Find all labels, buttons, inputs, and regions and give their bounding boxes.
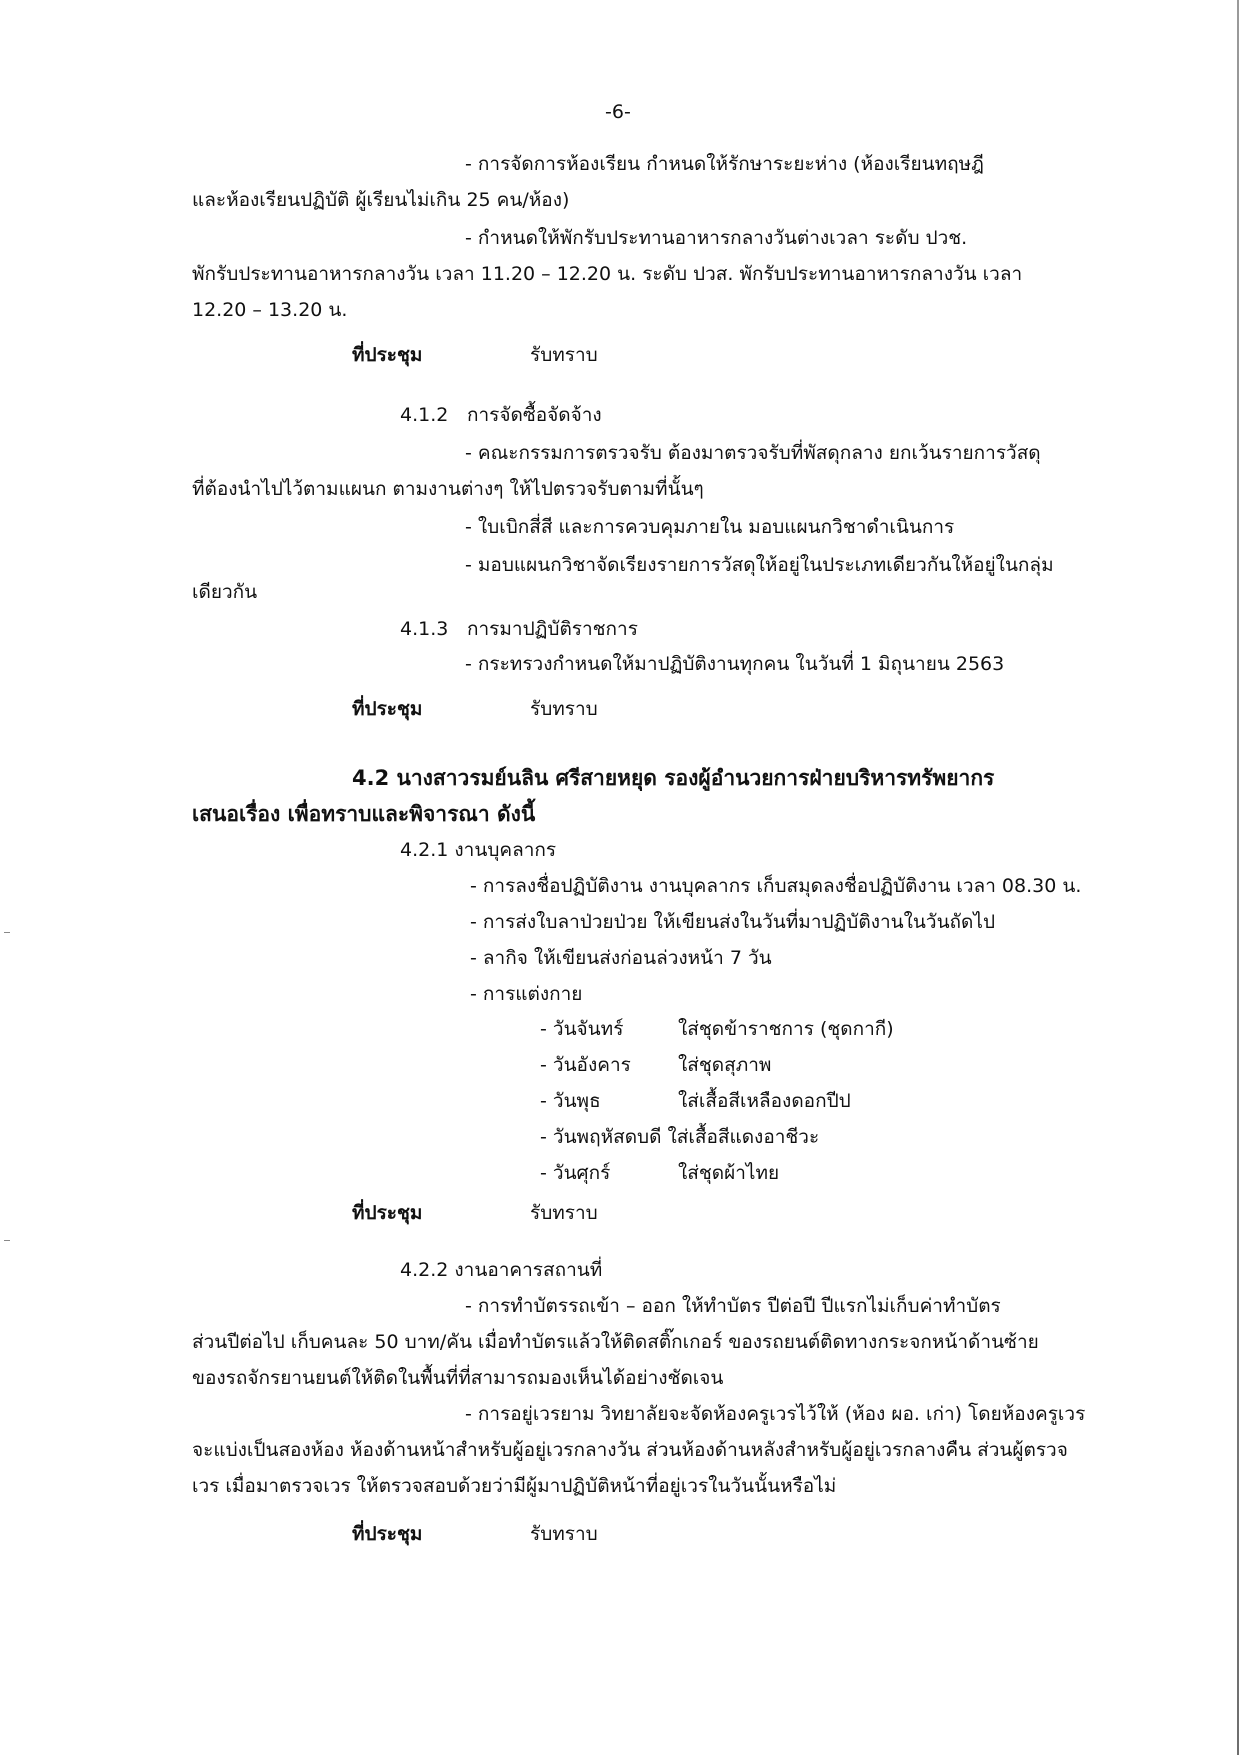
paragraph-line: - การลงชื่อปฏิบัติงาน งานบุคลากร เก็บสมุดลงชื่อปฏิบัติงาน เวลา 08.30 น.	[470, 875, 1082, 897]
paragraph-line: พักรับประทานอาหารกลางวัน เวลา 11.20 – 12.20 น. ระดับ ปวส. พักรับประทานอาหารกลางวัน เวลา	[192, 263, 1023, 285]
meeting-label: ที่ประชุม	[352, 698, 423, 720]
section-number: 4.1.2	[400, 404, 449, 426]
paragraph-line: - คณะกรรมการตรวจรับ ต้องมาตรวจรับที่พัสดุกลาง ยกเว้นรายการวัสดุ	[465, 442, 1041, 464]
paragraph-line: - การจัดการห้องเรียน กำหนดให้รักษาระยะห่าง (ห้องเรียนทฤษฎี	[465, 153, 984, 175]
section-title: 4.2.2 งานอาคารสถานที่	[400, 1259, 603, 1281]
paragraph-line: ส่วนปีต่อไป เก็บคนละ 50 บาท/คัน เมื่อทำบัตรแล้วให้ติดสติ๊กเกอร์ ของรถยนต์ติดทางกระจกหน้าด้านซ้าย	[192, 1331, 1039, 1353]
paragraph-line: ที่ต้องนำไปไว้ตามแผนก ตามงานต่างๆ ให้ไปตรวจรับตามที่นั้นๆ	[192, 478, 704, 500]
meeting-ack: รับทราบ	[530, 344, 598, 366]
section-heading: เสนอเรื่อง เพื่อทราบและพิจารณา ดังนี้	[192, 802, 536, 826]
meeting-label: ที่ประชุม	[352, 1202, 423, 1224]
section-number: 4.1.3	[400, 618, 449, 640]
meeting-ack: รับทราบ	[530, 1202, 598, 1224]
dress-day: - วันศุกร์	[540, 1162, 611, 1184]
section-title: 4.2.1 งานบุคลากร	[400, 839, 557, 861]
scan-mark	[4, 932, 10, 933]
section-heading: 4.2 นางสาวรมย์นลิน ศรีสายหยุด รองผู้อำนวยการฝ่ายบริหารทรัพยากร	[352, 766, 995, 790]
dress-attire: ใส่เสื้อสีเหลืองดอกปีป	[678, 1090, 851, 1112]
meeting-label: ที่ประชุม	[352, 1523, 423, 1545]
paragraph-line: และห้องเรียนปฏิบัติ ผู้เรียนไม่เกิน 25 คน/ห้อง)	[192, 189, 570, 211]
meeting-label: ที่ประชุม	[352, 344, 423, 366]
page-number: -6-	[605, 101, 631, 123]
paragraph-line: - การอยู่เวรยาม วิทยาลัยจะจัดห้องครูเวรไว้ให้ (ห้อง ผอ. เก่า) โดยห้องครูเวร	[465, 1403, 1086, 1425]
paragraph-line: เวร เมื่อมาตรวจเวร ให้ตรวจสอบด้วยว่ามีผู้มาปฏิบัติหน้าที่อยู่เวรในวันนั้นหรือไม่	[192, 1475, 837, 1497]
paragraph-line: - ลากิจ ให้เขียนส่งก่อนล่วงหน้า 7 วัน	[470, 947, 772, 969]
paragraph-line: - กระทรวงกำหนดให้มาปฏิบัติงานทุกคน ในวันที่ 1 มิถุนายน 2563	[465, 653, 1005, 675]
dress-day: - วันพฤหัสดบดี ใส่เสื้อสีแดงอาชีวะ	[540, 1126, 820, 1148]
dress-attire: ใส่ชุดข้าราชการ (ชุดกากี)	[678, 1018, 894, 1040]
scan-mark	[4, 1240, 10, 1241]
section-title: การมาปฏิบัติราชการ	[467, 618, 638, 640]
dress-day: - วันจันทร์	[540, 1018, 624, 1040]
paragraph-line: - การแต่งกาย	[470, 983, 583, 1005]
meeting-ack: รับทราบ	[530, 698, 598, 720]
section-title: การจัดซื้อจัดจ้าง	[467, 404, 602, 426]
paragraph-line: - กำหนดให้พักรับประทานอาหารกลางวันต่างเวลา ระดับ ปวช.	[465, 227, 968, 249]
dress-attire: ใส่ชุดผ้าไทย	[678, 1162, 780, 1184]
paragraph-line: เดียวกัน	[192, 581, 258, 603]
paragraph-line: - มอบแผนกวิชาจัดเรียงรายการวัสดุให้อยู่ในประเภทเดียวกันให้อยู่ในกลุ่ม	[465, 554, 1054, 576]
paragraph-line: 12.20 – 13.20 น.	[192, 299, 348, 321]
paragraph-line: - การทำบัตรรถเข้า – ออก ให้ทำบัตร ปีต่อปี ปีแรกไม่เก็บค่าทำบัตร	[465, 1295, 1001, 1317]
paragraph-line: - ใบเบิกสี่สี และการควบคุมภายใน มอบแผนกวิชาดำเนินการ	[465, 516, 955, 538]
paragraph-line: ของรถจักรยานยนต์ให้ติดในพื้นที่ที่สามารถมองเห็นได้อย่างชัดเจน	[192, 1367, 724, 1389]
dress-attire: ใส่ชุดสุภาพ	[678, 1054, 772, 1076]
dress-day: - วันพุธ	[540, 1090, 601, 1112]
dress-day: - วันอังคาร	[540, 1054, 631, 1076]
scan-edge-right	[1237, 0, 1239, 1755]
meeting-ack: รับทราบ	[530, 1523, 598, 1545]
paragraph-line: - การส่งใบลาป่วยป่วย ให้เขียนส่งในวันที่มาปฏิบัติงานในวันถัดไป	[470, 911, 996, 933]
paragraph-line: จะแบ่งเป็นสองห้อง ห้องด้านหน้าสำหรับผู้อยู่เวรกลางวัน ส่วนห้องด้านหลังสำหรับผู้อยู่เวรกลางคืน ส่วนผู้ตรวจ	[192, 1439, 1068, 1461]
